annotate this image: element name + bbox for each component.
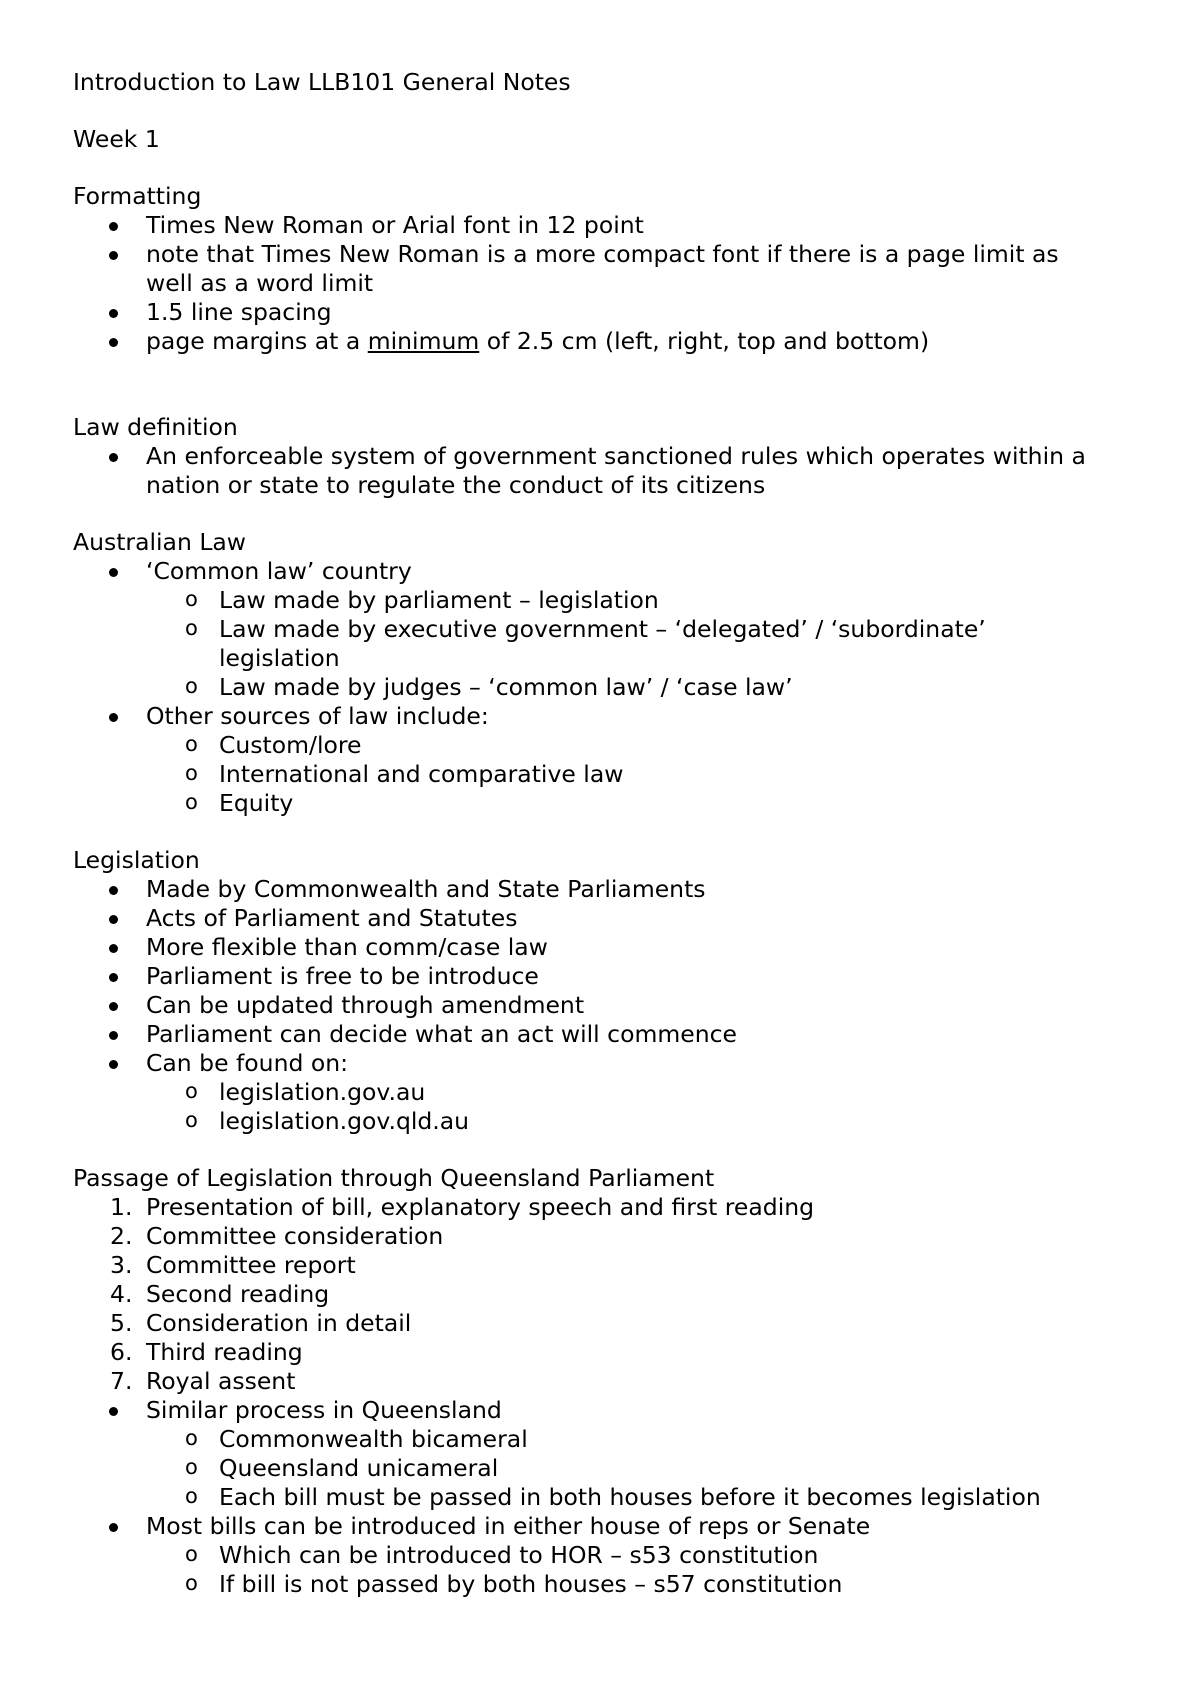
- numbered-item: 3. Committee report: [110, 1251, 356, 1279]
- numbered-item: 7. Royal assent: [110, 1367, 296, 1395]
- bullet-icon: [109, 568, 118, 577]
- bullet-icon: [109, 886, 118, 895]
- circle-bullet-icon: o: [185, 1455, 198, 1479]
- circle-bullet-icon: o: [185, 1079, 198, 1103]
- bullet-item: Parliament can decide what an act will commence: [73, 1020, 1133, 1049]
- numbered-item: 2. Committee consideration: [110, 1222, 444, 1250]
- circle-bullet-icon: o: [185, 790, 198, 814]
- bullet-item: An enforceable system of government sanctioned rules which operates within a: [73, 442, 1133, 471]
- sub-bullet-item: o Law made by judges – ‘common law’ / ‘case law’: [185, 673, 793, 701]
- sub-bullet-item-continuation: legislation: [219, 644, 340, 672]
- document-title: Introduction to Law LLB101 General Notes: [73, 68, 571, 96]
- bullet-icon: [109, 944, 118, 953]
- numbered-item: 1. Presentation of bill, explanatory speech and first reading: [110, 1193, 815, 1221]
- sub-bullet-item: o legislation.gov.au: [185, 1078, 426, 1106]
- bullet-icon: [109, 915, 118, 924]
- document-page: [73, 68, 1133, 1599]
- bullet-item: Can be updated through amendment: [73, 991, 1133, 1020]
- circle-bullet-icon: o: [185, 1484, 198, 1508]
- bullet-item: Made by Commonwealth and State Parliaments: [73, 875, 1133, 904]
- bullet-item: ‘Common law’ country: [73, 557, 1133, 586]
- bullet-item: Times New Roman or Arial font in 12 point: [73, 211, 1133, 240]
- circle-bullet-icon: o: [185, 1571, 198, 1595]
- sub-bullet-item: o Law made by executive government – ‘delegated’ / ‘subordinate’: [185, 615, 986, 643]
- bullet-item-continuation: well as a word limit: [146, 269, 374, 297]
- number-marker: 6.: [110, 1338, 133, 1366]
- bullet-item: note that Times New Roman is a more compact font if there is a page limit as: [73, 240, 1133, 269]
- bullet-item: Can be found on:: [73, 1049, 1133, 1078]
- bullet-item: More flexible than comm/case law: [73, 933, 1133, 962]
- circle-bullet-icon: o: [185, 732, 198, 756]
- numbered-item: 6. Third reading: [110, 1338, 303, 1366]
- bullet-icon: [109, 222, 118, 231]
- number-marker: 2.: [110, 1222, 133, 1250]
- section-heading-legislation: Legislation: [73, 846, 200, 874]
- sub-bullet-item: o Queensland unicameral: [185, 1454, 499, 1482]
- number-marker: 7.: [110, 1367, 133, 1395]
- bullet-icon: [109, 973, 118, 982]
- bullet-item: page margins at a minimum of 2.5 cm (left, right, top and bottom): [73, 327, 1133, 356]
- circle-bullet-icon: o: [185, 616, 198, 640]
- bullet-icon: [109, 713, 118, 722]
- circle-bullet-icon: o: [185, 1108, 198, 1132]
- section-heading-australian-law: Australian Law: [73, 528, 247, 556]
- circle-bullet-icon: o: [185, 1542, 198, 1566]
- bullet-item: Parliament is free to be introduce: [73, 962, 1133, 991]
- numbered-item: 5. Consideration in detail: [110, 1309, 412, 1337]
- sub-bullet-item: o Which can be introduced to HOR – s53 constitution: [185, 1541, 819, 1569]
- sub-bullet-item: o Equity: [185, 789, 294, 817]
- sub-bullet-item: o International and comparative law: [185, 760, 624, 788]
- bullet-item: 1.5 line spacing: [73, 298, 1133, 327]
- bullet-icon: [109, 1002, 118, 1011]
- circle-bullet-icon: o: [185, 674, 198, 698]
- sub-bullet-item: o If bill is not passed by both houses – s57 constitution: [185, 1570, 843, 1598]
- sub-bullet-item: o Commonwealth bicameral: [185, 1425, 528, 1453]
- sub-bullet-item: o legislation.gov.qld.au: [185, 1107, 470, 1135]
- sub-bullet-item: o Each bill must be passed in both houses before it becomes legislation: [185, 1483, 1041, 1511]
- section-heading-formatting: Formatting: [73, 182, 202, 210]
- bullet-item: Most bills can be introduced in either house of reps or Senate: [73, 1512, 1133, 1541]
- bullet-icon: [109, 1523, 118, 1532]
- number-marker: 1.: [110, 1193, 133, 1221]
- bullet-item-continuation: nation or state to regulate the conduct of its citizens: [146, 471, 766, 499]
- circle-bullet-icon: o: [185, 587, 198, 611]
- bullet-icon: [109, 1407, 118, 1416]
- numbered-item: 4. Second reading: [110, 1280, 330, 1308]
- section-heading-passage: Passage of Legislation through Queensland Parliament: [73, 1164, 715, 1192]
- bullet-icon: [109, 309, 118, 318]
- bullet-icon: [109, 338, 118, 347]
- sub-bullet-item: o Law made by parliament – legislation: [185, 586, 659, 614]
- bullet-icon: [109, 1031, 118, 1040]
- bullet-item: Acts of Parliament and Statutes: [73, 904, 1133, 933]
- bullet-icon: [109, 251, 118, 260]
- section-heading-law-definition: Law definition: [73, 413, 238, 441]
- number-marker: 5.: [110, 1309, 133, 1337]
- underlined-word: minimum: [367, 327, 480, 355]
- bullet-icon: [109, 453, 118, 462]
- bullet-item: Similar process in Queensland: [73, 1396, 1133, 1425]
- bullet-icon: [109, 1060, 118, 1069]
- circle-bullet-icon: o: [185, 761, 198, 785]
- sub-bullet-item: o Custom/lore: [185, 731, 362, 759]
- week-label: Week 1: [73, 125, 160, 153]
- bullet-item: Other sources of law include:: [73, 702, 1133, 731]
- circle-bullet-icon: o: [185, 1426, 198, 1450]
- number-marker: 3.: [110, 1251, 133, 1279]
- number-marker: 4.: [110, 1280, 133, 1308]
